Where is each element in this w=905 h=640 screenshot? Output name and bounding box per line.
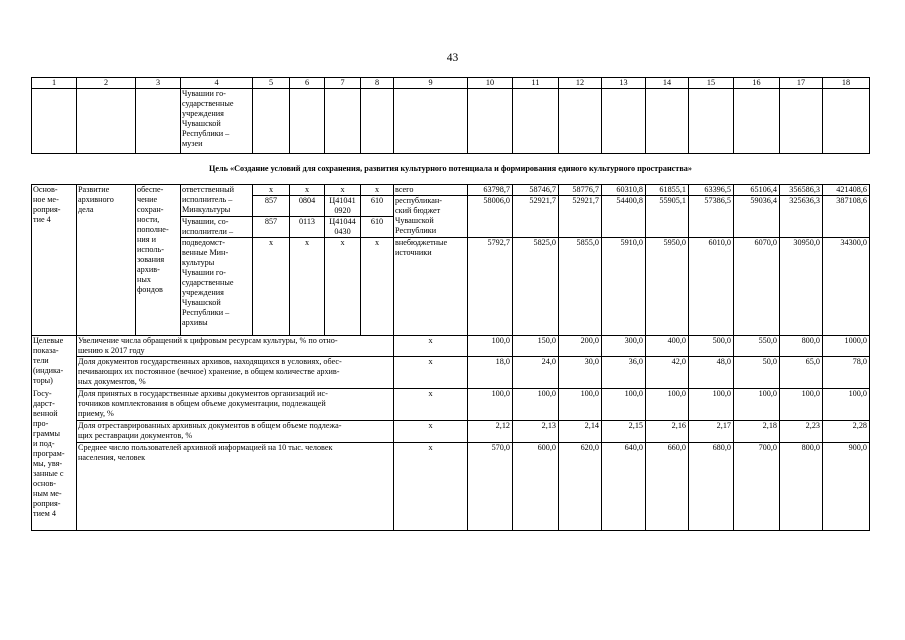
vr-cell: x [361,238,394,336]
indicator-text: Среднее число пользователей архивной информацией на 10 тыс. человек населения, человек [77,443,394,531]
col-num: 18 [823,78,870,89]
col-num: 7 [325,78,361,89]
grbs-cell: 857 [253,196,290,217]
value-cell: 6010,0 [689,238,734,336]
indicator-value: 640,0 [602,443,646,531]
continuation-row [32,89,870,154]
indicator-value: 24,0 [513,357,559,389]
col-num: 2 [77,78,136,89]
indicator-value: 100,0 [689,389,734,421]
indicator-value: 2,16 [646,421,689,443]
indicator-value: 2,14 [559,421,602,443]
csr-cell: x [325,185,361,196]
value-cell: 58776,7 [559,185,602,196]
indicator-value: 100,0 [734,389,780,421]
value-cell: 52921,7 [513,196,559,238]
col-num: 5 [253,78,290,89]
csr-cell: Ц41041 0920 [325,196,361,217]
event-executor-2: Чувашии, со- исполнители – [181,217,253,238]
indicator-text: Доля отреставрированных архивных документов в общем объеме подлежа- щих реставрации документов, % [77,421,394,443]
indicator-row [32,336,870,357]
source-cell: внебюджетные источники [394,238,468,336]
indicator-value: 18,0 [468,357,513,389]
grbs-cell: 857 [253,217,290,238]
indicator-value: 100,0 [823,389,870,421]
value-cell: 55905,1 [646,196,689,238]
rzpr-cell: x [290,185,325,196]
col-num: 13 [602,78,646,89]
value-cell: 34300,0 [823,238,870,336]
indicator-text: Увеличение числа обращений к цифровым ресурсам культуры, % по отно- шению к 2017 году [77,336,394,357]
col-num: 14 [646,78,689,89]
indicator-value: 100,0 [780,389,823,421]
csr-cell: x [325,238,361,336]
indicator-value: 65,0 [780,357,823,389]
event-name: Развитие архивного дела [77,185,136,336]
indicator-value: 800,0 [780,443,823,531]
col-num: 10 [468,78,513,89]
program-table [31,77,870,531]
csr-cell: Ц41044 0430 [325,217,361,238]
value-cell: 63396,5 [689,185,734,196]
indicator-value: 100,0 [468,389,513,421]
indicator-value: 400,0 [646,336,689,357]
indicator-value: 500,0 [689,336,734,357]
indicator-mark: x [394,336,468,357]
rzpr-cell: 0804 [290,196,325,217]
value-cell: 421408,6 [823,185,870,196]
value-cell: 59036,4 [734,196,780,238]
col-num: 8 [361,78,394,89]
vr-cell: 610 [361,196,394,217]
indicator-value: 100,0 [468,336,513,357]
indicator-row [32,389,870,421]
value-cell: 63798,7 [468,185,513,196]
col-num: 15 [689,78,734,89]
col-num: 1 [32,78,77,89]
grbs-cell: x [253,238,290,336]
vr-cell: 610 [361,217,394,238]
event-row-total [32,185,870,196]
source-cell: республикан- ский бюджет Чувашской Республики [394,196,468,238]
indicator-value: 800,0 [780,336,823,357]
col-num: 3 [136,78,181,89]
value-cell: 58746,7 [513,185,559,196]
indicator-mark: x [394,357,468,389]
grbs-cell: x [253,185,290,196]
vr-cell: x [361,185,394,196]
indicator-mark: x [394,421,468,443]
indicator-value: 2,28 [823,421,870,443]
indicator-value: 550,0 [734,336,780,357]
value-cell: 54400,8 [602,196,646,238]
indicator-value: 78,0 [823,357,870,389]
indicator-value: 36,0 [602,357,646,389]
indicator-value: 150,0 [513,336,559,357]
col-num: 17 [780,78,823,89]
value-cell: 5855,0 [559,238,602,336]
indicator-value: 100,0 [602,389,646,421]
value-cell: 61855,1 [646,185,689,196]
value-cell: 65106,4 [734,185,780,196]
indicator-value: 200,0 [559,336,602,357]
value-cell: 5792,7 [468,238,513,336]
indicator-value: 620,0 [559,443,602,531]
source-cell: всего [394,185,468,196]
page-number: 43 [446,52,459,64]
continuation-executor: Чувашии го- сударственные учреждения Чувашской Республики – музеи [181,89,253,154]
event-task: обеспе- чение сохран- ности, пополне- ния и исполь- зования архив- ных фондов [136,185,181,336]
indicator-value: 660,0 [646,443,689,531]
value-cell: 6070,0 [734,238,780,336]
indicator-value: 50,0 [734,357,780,389]
col-num: 4 [181,78,253,89]
indicator-value: 48,0 [689,357,734,389]
value-cell: 5950,0 [646,238,689,336]
indicator-mark: x [394,443,468,531]
value-cell: 5825,0 [513,238,559,336]
indicator-value: 2,17 [689,421,734,443]
value-cell: 5910,0 [602,238,646,336]
indicator-value: 1000,0 [823,336,870,357]
indicator-value: 900,0 [823,443,870,531]
indicator-text: Доля принятых в государственные архивы документов организаций ис- точников комплектования в общем объеме документации, подлежащей приему, % [77,389,394,421]
col-num: 11 [513,78,559,89]
goal-title: Цель «Создание условий для сохранения, развития культурного потенциала и формирования единого культурного пространства» [32,154,870,185]
indicator-value: 600,0 [513,443,559,531]
indicators-label-b: Госу- дарст- венной про- граммы и под- програм- мы, увя- занные с основ- ным ме- роприя- тием 4 [32,389,77,531]
rzpr-cell: 0113 [290,217,325,238]
value-cell: 356586,3 [780,185,823,196]
indicator-row [32,443,870,531]
col-num: 16 [734,78,780,89]
indicator-value: 2,15 [602,421,646,443]
indicator-value: 2,18 [734,421,780,443]
indicator-value: 100,0 [513,389,559,421]
indicator-value: 680,0 [689,443,734,531]
value-cell: 30950,0 [780,238,823,336]
indicator-value: 570,0 [468,443,513,531]
column-number-row [32,78,870,89]
col-num: 6 [290,78,325,89]
indicator-row [32,421,870,443]
indicator-value: 300,0 [602,336,646,357]
col-num: 9 [394,78,468,89]
event-executor-1: ответственный исполнитель – Минкультуры [181,185,253,217]
indicator-mark: x [394,389,468,421]
indicators-label-a: Целевые показа- тели (индика- торы) [32,336,77,389]
goal-row [32,154,870,185]
indicator-row [32,357,870,389]
value-cell: 60310,8 [602,185,646,196]
indicator-value: 42,0 [646,357,689,389]
col-num: 12 [559,78,602,89]
indicator-value: 700,0 [734,443,780,531]
rzpr-cell: x [290,238,325,336]
value-cell: 387108,6 [823,196,870,238]
value-cell: 325636,3 [780,196,823,238]
event-status: Основ- ное ме- роприя- тие 4 [32,185,77,336]
value-cell: 57386,5 [689,196,734,238]
value-cell: 52921,7 [559,196,602,238]
indicator-value: 100,0 [646,389,689,421]
event-executor-3: подведомст- венные Мин- культуры Чувашии го- сударственные учреждения Чувашской Республики – архивы [181,238,253,336]
indicator-value: 2,13 [513,421,559,443]
value-cell: 58006,0 [468,196,513,238]
indicator-value: 30,0 [559,357,602,389]
indicator-value: 2,12 [468,421,513,443]
indicator-text: Доля документов государственных архивов, находящихся в условиях, обес- печивающих их постоянное (вечное) хранение, в общем количестве архив- ных документов, % [77,357,394,389]
indicator-value: 2,23 [780,421,823,443]
indicator-value: 100,0 [559,389,602,421]
